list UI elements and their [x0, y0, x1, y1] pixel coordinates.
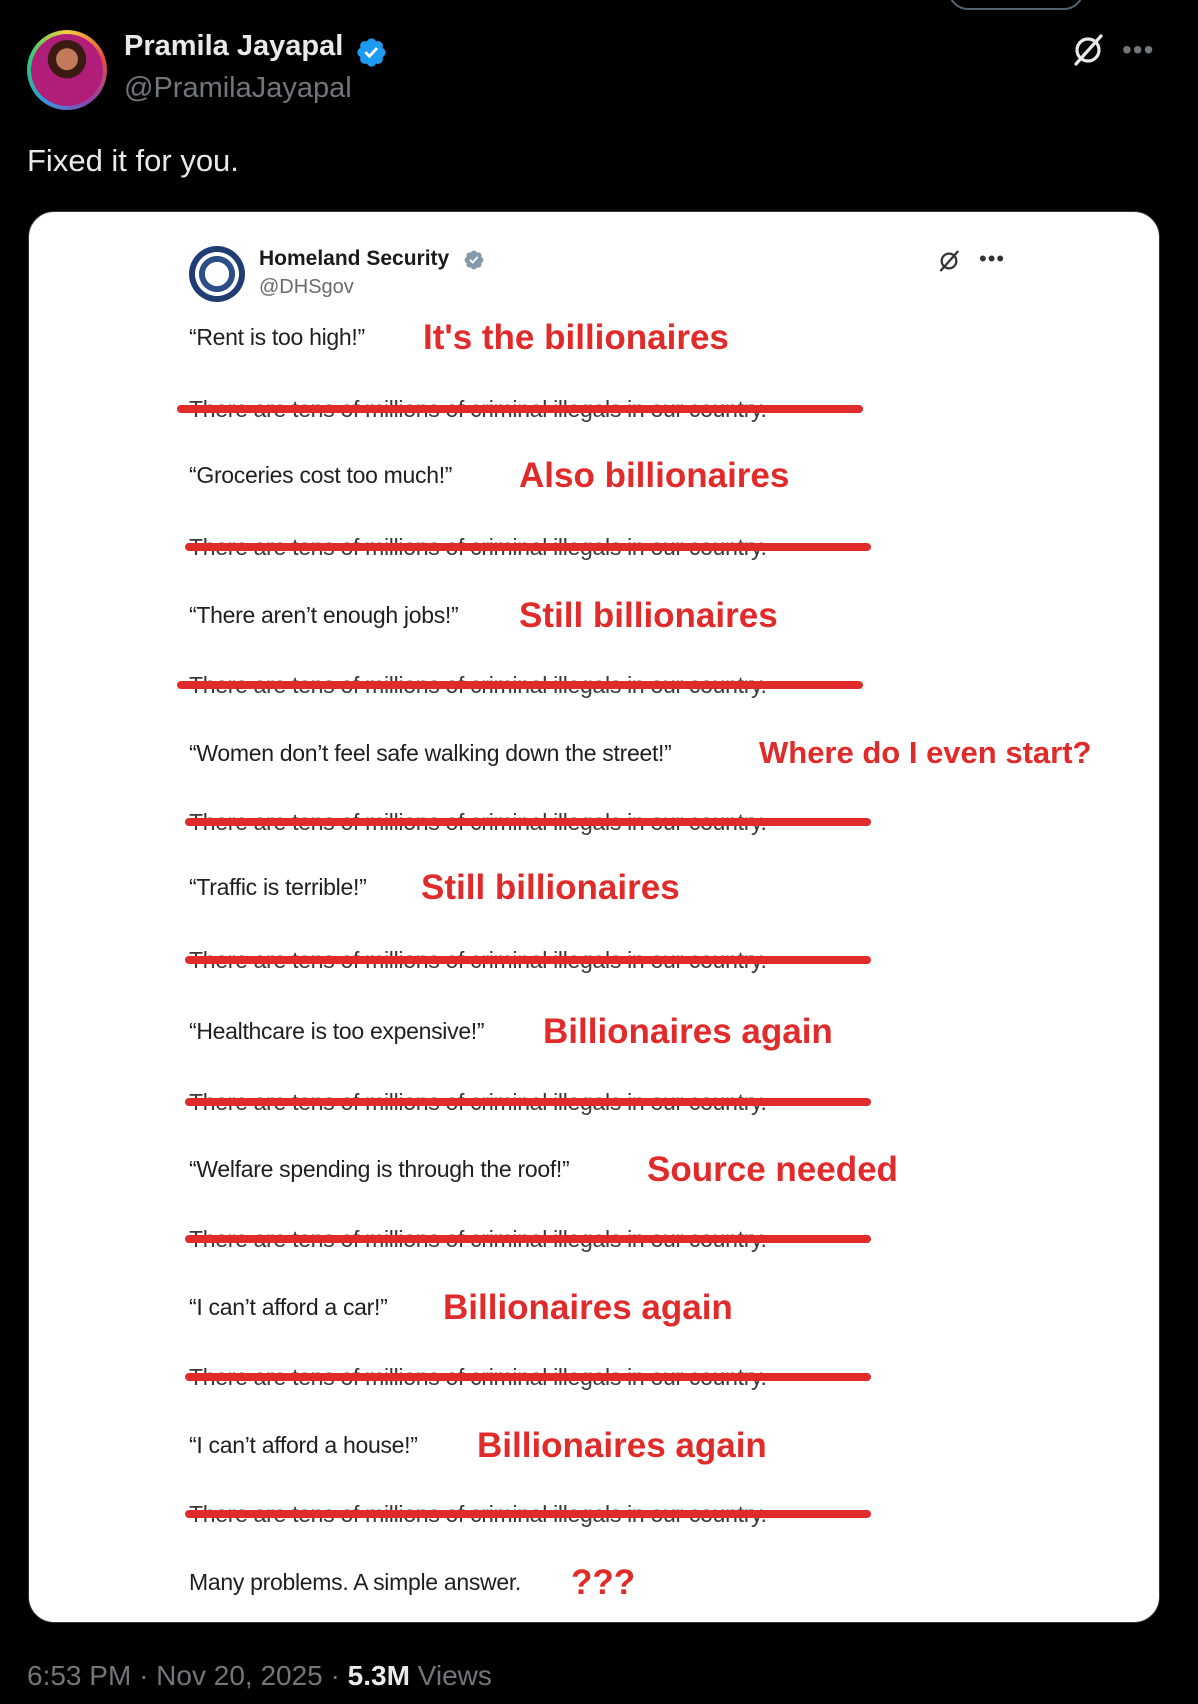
- quote-text: “There aren’t enough jobs!”: [189, 602, 459, 628]
- annotation-text: Where do I even start?: [759, 735, 1092, 770]
- strike-through-mark: [177, 681, 863, 689]
- post-time[interactable]: 6:53 PM: [27, 1660, 132, 1691]
- quote-text: “Women don’t feel safe walking down the street!”: [189, 740, 672, 766]
- post-metadata: [27, 1660, 492, 1692]
- quote-text: “Groceries cost too much!”: [189, 462, 453, 488]
- annotation-text: Still billionaires: [421, 868, 680, 907]
- strike-through-mark: [185, 1373, 871, 1381]
- strike-through-mark: [185, 818, 871, 826]
- annotation-text: Billionaires again: [477, 1426, 767, 1465]
- strike-through-mark: [185, 543, 871, 551]
- quote-text: “Traffic is terrible!”: [189, 874, 367, 900]
- author-name[interactable]: Pramila Jayapal: [124, 30, 344, 62]
- views-count: 5.3M: [347, 1660, 410, 1691]
- more-options-icon[interactable]: •••: [1122, 34, 1155, 65]
- post-date[interactable]: Nov 20, 2025: [156, 1660, 323, 1691]
- quote-text: “Healthcare is too expensive!”: [189, 1018, 485, 1044]
- strike-through-mark: [185, 1098, 871, 1106]
- separator: ·: [330, 1660, 340, 1691]
- quote-text: “I can’t afford a house!”: [189, 1432, 418, 1458]
- post-text: Fixed it for you.: [27, 143, 239, 178]
- embedded-verified-badge-icon: [463, 249, 485, 271]
- quote-text: “Welfare spending is through the roof!”: [189, 1156, 570, 1182]
- quote-text: “Rent is too high!”: [189, 324, 365, 350]
- views-label: Views: [417, 1660, 492, 1691]
- embedded-more-icon: •••: [979, 246, 1006, 271]
- grok-icon[interactable]: [1070, 32, 1106, 68]
- closing-annotation: ???: [571, 1563, 636, 1602]
- avatar[interactable]: [27, 30, 107, 110]
- annotation-text: Still billionaires: [519, 596, 778, 635]
- closing-text: Many problems. A simple answer.: [189, 1569, 522, 1595]
- avatar-photo: [31, 34, 103, 106]
- strike-through-mark: [185, 956, 871, 964]
- annotation-text: It's the billionaires: [423, 318, 729, 357]
- annotation-text: Also billionaires: [519, 456, 790, 495]
- follow-button-edge[interactable]: [948, 0, 1084, 10]
- strike-through-mark: [177, 405, 863, 413]
- annotation-text: Billionaires again: [443, 1288, 733, 1327]
- embedded-image-card[interactable]: [28, 211, 1160, 1623]
- embedded-author-name: Homeland Security: [259, 247, 450, 270]
- author-handle[interactable]: @PramilaJayapal: [124, 72, 352, 104]
- separator: ·: [139, 1660, 149, 1691]
- verified-badge-icon[interactable]: [355, 36, 388, 69]
- strike-through-mark: [185, 1235, 871, 1243]
- quote-text: “I can’t afford a car!”: [189, 1294, 388, 1320]
- dhs-seal-avatar: [189, 246, 245, 302]
- embedded-author-handle: @DHSgov: [259, 276, 354, 298]
- annotation-text: Billionaires again: [543, 1012, 833, 1051]
- embedded-grok-icon: [937, 249, 961, 273]
- annotation-text: Source needed: [647, 1150, 898, 1189]
- strike-through-mark: [185, 1510, 871, 1518]
